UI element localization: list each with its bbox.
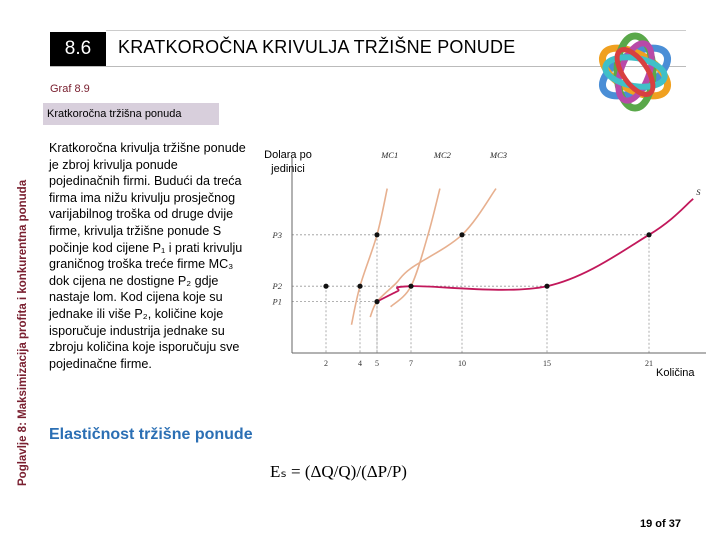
series-label-mc3: MC3 bbox=[490, 150, 507, 160]
chart-labels bbox=[264, 149, 701, 379]
x-tick-label-2: 5 bbox=[375, 359, 379, 368]
x-tick-label-6: 21 bbox=[645, 359, 653, 368]
marker-point-4 bbox=[544, 284, 549, 289]
x-axis-label: Količina bbox=[656, 367, 695, 379]
figure-subtitle-text: Kratkoročna tržišna ponuda bbox=[47, 108, 182, 120]
marker-point-7 bbox=[646, 232, 651, 237]
x-tick-label-4: 10 bbox=[458, 359, 466, 368]
y-tick-label-1: P2 bbox=[272, 281, 282, 292]
x-tick-label-3: 7 bbox=[409, 359, 413, 368]
chart-guides bbox=[292, 235, 649, 353]
marker-point-6 bbox=[459, 232, 464, 237]
series-line-mc3 bbox=[370, 189, 496, 317]
x-tick-label-1: 4 bbox=[358, 359, 362, 368]
elasticity-heading: Elastičnost tržišne ponude bbox=[49, 426, 253, 443]
marker-point-5 bbox=[374, 232, 379, 237]
marker-point-1 bbox=[357, 284, 362, 289]
marker-point-0 bbox=[323, 284, 328, 289]
series-label-s: S bbox=[696, 186, 701, 197]
section-number-box bbox=[50, 32, 106, 66]
figure-label: Graf 8.9 bbox=[50, 83, 90, 95]
page-number: 19 of 37 bbox=[640, 518, 681, 530]
section-number: 8.6 bbox=[64, 38, 92, 59]
y-tick-label-2: P3 bbox=[272, 229, 282, 240]
colored-rings-logo-icon bbox=[580, 22, 690, 122]
sidebar-chapter bbox=[7, 118, 27, 486]
series-label-mc1: MC1 bbox=[381, 150, 399, 160]
chart-axes bbox=[292, 158, 706, 353]
explanation-text: Kratkoročna krivulja tržišne ponude je zbroj krivulja ponude pojedinačnih firmi. Budući da treća firma ima nižu krivulju prosječnog varijabilnog troška od druge dvije firme, krivulja tržišne ponude S počinje kod cijene P₁ i prati krivulju graničnog troška treće firme MC₃ dok cijena ne dostigne P₂ gdje nastaje lom. Kod cijena koje su jednake ili više P₂, količine koje isporučuje industrija jednake su zbroju količina koje isporučuju sve pojedinačne firme. bbox=[49, 141, 246, 371]
marker-point-3 bbox=[408, 284, 413, 289]
series-line-mc1 bbox=[352, 189, 388, 325]
figure-subtitle bbox=[43, 103, 219, 125]
marker-point-2 bbox=[374, 299, 379, 304]
chart-series bbox=[352, 189, 694, 325]
chart-markers bbox=[323, 232, 651, 304]
y-axis-label-line-2: jedinici bbox=[271, 163, 305, 175]
y-tick-label-0: P1 bbox=[272, 296, 282, 307]
x-tick-label-0: 2 bbox=[324, 359, 328, 368]
supply-chart bbox=[252, 140, 712, 385]
page-title: KRATKOROČNA KRIVULJA TRŽIŠNE PONUDE bbox=[118, 37, 516, 57]
elasticity-formula: Eₛ = (ΔQ/Q)/(ΔP/P) bbox=[270, 462, 407, 481]
y-axis-label-line-1: Dolara po bbox=[264, 149, 312, 161]
sidebar-chapter-text: Poglavlje 8: Maksimizacija profita i konkurentna ponuda bbox=[17, 179, 29, 486]
series-label-mc2: MC2 bbox=[433, 150, 451, 160]
x-tick-label-5: 15 bbox=[543, 359, 551, 368]
series-line-s bbox=[377, 199, 693, 302]
